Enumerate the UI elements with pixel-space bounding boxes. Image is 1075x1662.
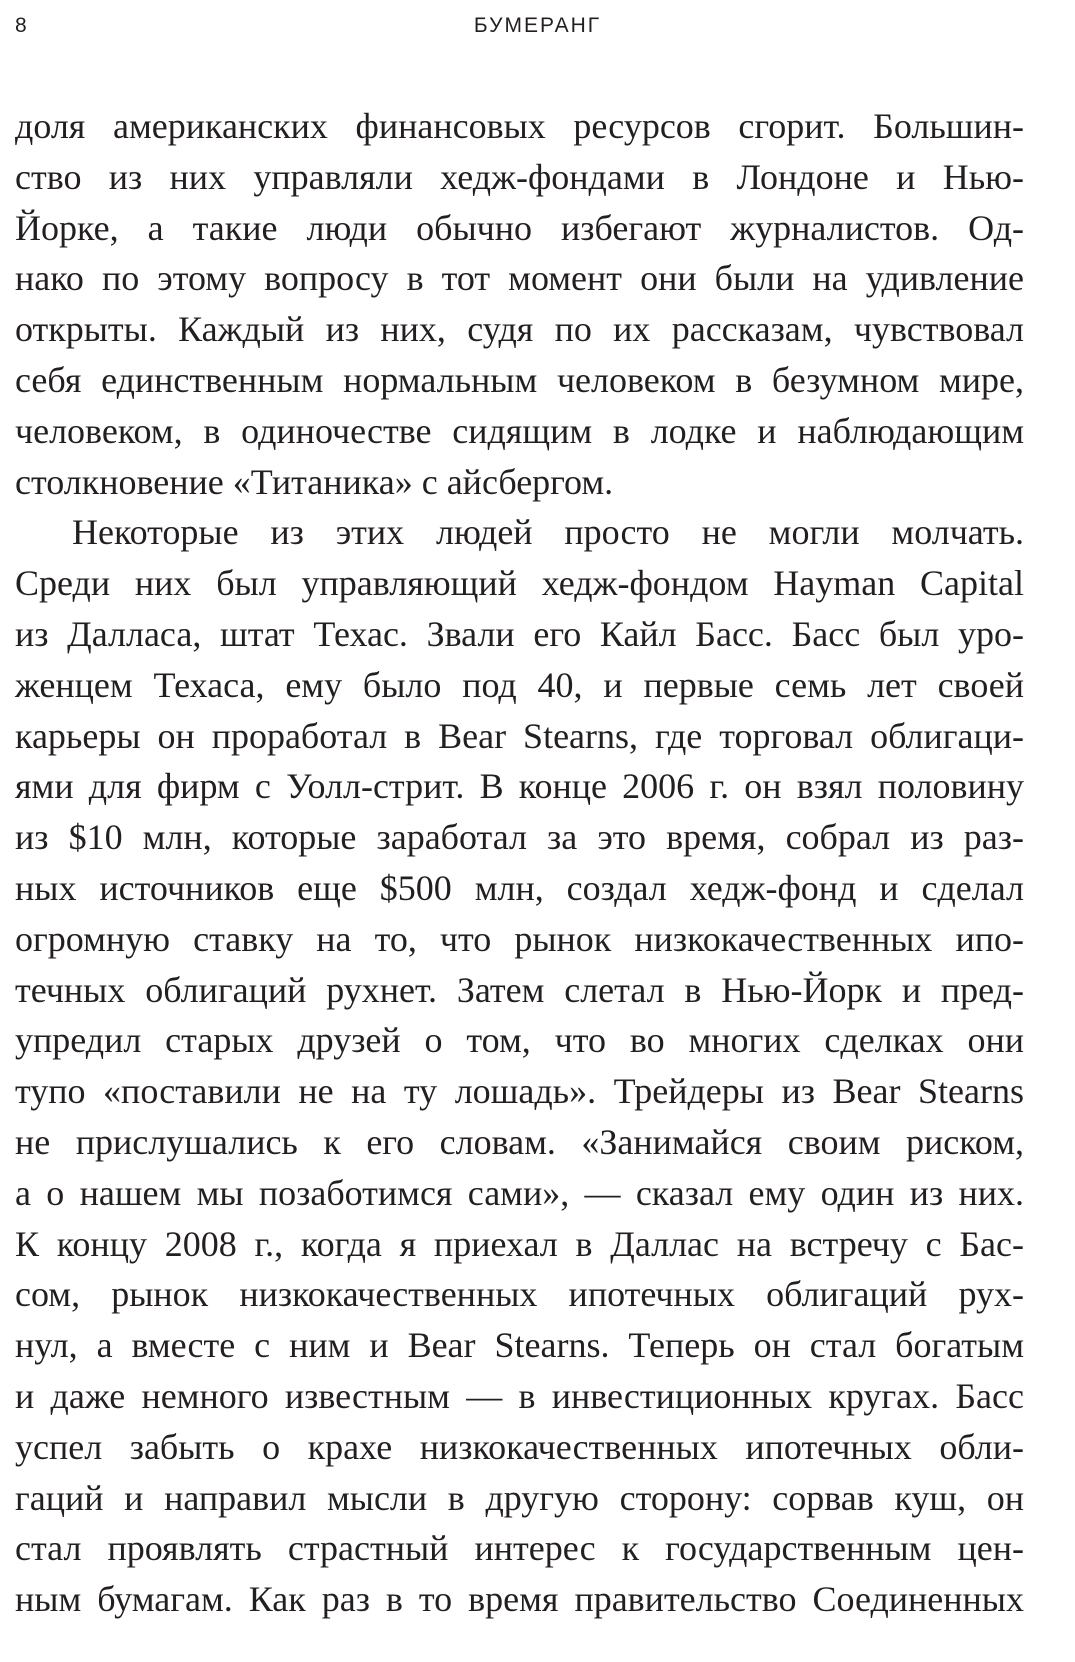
text-line: Среди них был управляющий хедж-фондом Hayman Capital <box>15 563 1024 604</box>
text-line: не прислушались к его словам. «Занимайся своим риском, <box>15 1121 1024 1162</box>
text-line: доля американских финансовых ресурсов сгорит. Большин- <box>15 106 1024 146</box>
text-line: человеком, в одиночестве сидящим в лодке и наблюдающим <box>15 410 1024 451</box>
running-head <box>0 10 1075 40</box>
body-text <box>15 101 1024 1625</box>
text-line: из $10 млн, которые заработал за это время, собрал из раз- <box>15 817 1024 858</box>
text-line: нако по этому вопросу в тот момент они были на удивление <box>15 258 1024 299</box>
text-line: К концу 2008 г., когда я приехал в Даллас на встречу с Бас- <box>15 1223 1024 1264</box>
text-line: открыты. Каждый из них, судя по их рассказам, чувствовал <box>15 309 1024 350</box>
text-line: сом, рынок низкокачественных ипотечных облигаций рух- <box>15 1274 1024 1315</box>
text-line: ных источников еще $500 млн, создал хедж-фонд и сделал <box>15 867 1024 908</box>
text-line: ным бумагам. Как раз в то время правительство Соединенных <box>15 1579 1024 1620</box>
text-line: Некоторые из этих людей просто не могли молчать. <box>72 512 1024 553</box>
text-line: успел забыть о крахе низкокачественных ипотечных обли- <box>15 1426 1024 1467</box>
text-line: течных облигаций рухнет. Затем слетал в Нью-Йорк и пред- <box>15 969 1024 1010</box>
text-line: ями для фирм с Уолл-стрит. В конце 2006 г. он взял половину <box>15 766 1024 807</box>
text-line: из Далласа, штат Техас. Звали его Кайл Басс. Басс был уро- <box>15 613 1024 654</box>
text-line: тупо «поставили не на ту лошадь». Трейдеры из Bear Stearns <box>15 1071 1024 1112</box>
text-line: карьеры он проработал в Bear Stearns, где торговал облигаци- <box>15 715 1024 756</box>
text-line: ство из них управляли хедж-фондами в Лондоне и Нью- <box>15 156 1024 197</box>
text-line: а о нашем мы позаботимся сами», — сказал ему один из них. <box>15 1172 1024 1213</box>
text-line: стал проявлять страстный интерес к государственным цен- <box>15 1528 1024 1569</box>
text-line: столкновение «Титаника» с айсбергом. <box>15 461 614 502</box>
text-line: упредил старых друзей о том, что во многих сделках они <box>15 1020 1024 1061</box>
text-line: нул, а вместе с ним и Bear Stearns. Теперь он стал богатым <box>15 1325 1024 1366</box>
text-line: Йорке, а такие люди обычно избегают журналистов. Од- <box>15 207 1024 248</box>
text-line: женцем Техаса, ему было под 40, и первые семь лет своей <box>15 664 1024 705</box>
text-line: гаций и направил мысли в другую сторону: сорвав куш, он <box>15 1477 1024 1518</box>
page-number: 8 <box>15 14 29 37</box>
text-line: себя единственным нормальным человеком в безумном мире, <box>15 359 1024 400</box>
text-line: огромную ставку на то, что рынок низкокачественных ипо- <box>15 918 1024 959</box>
text-line: и даже немного известным — в инвестиционных кругах. Басс <box>15 1375 1024 1416</box>
running-title: БУМЕРАНГ <box>473 14 602 37</box>
